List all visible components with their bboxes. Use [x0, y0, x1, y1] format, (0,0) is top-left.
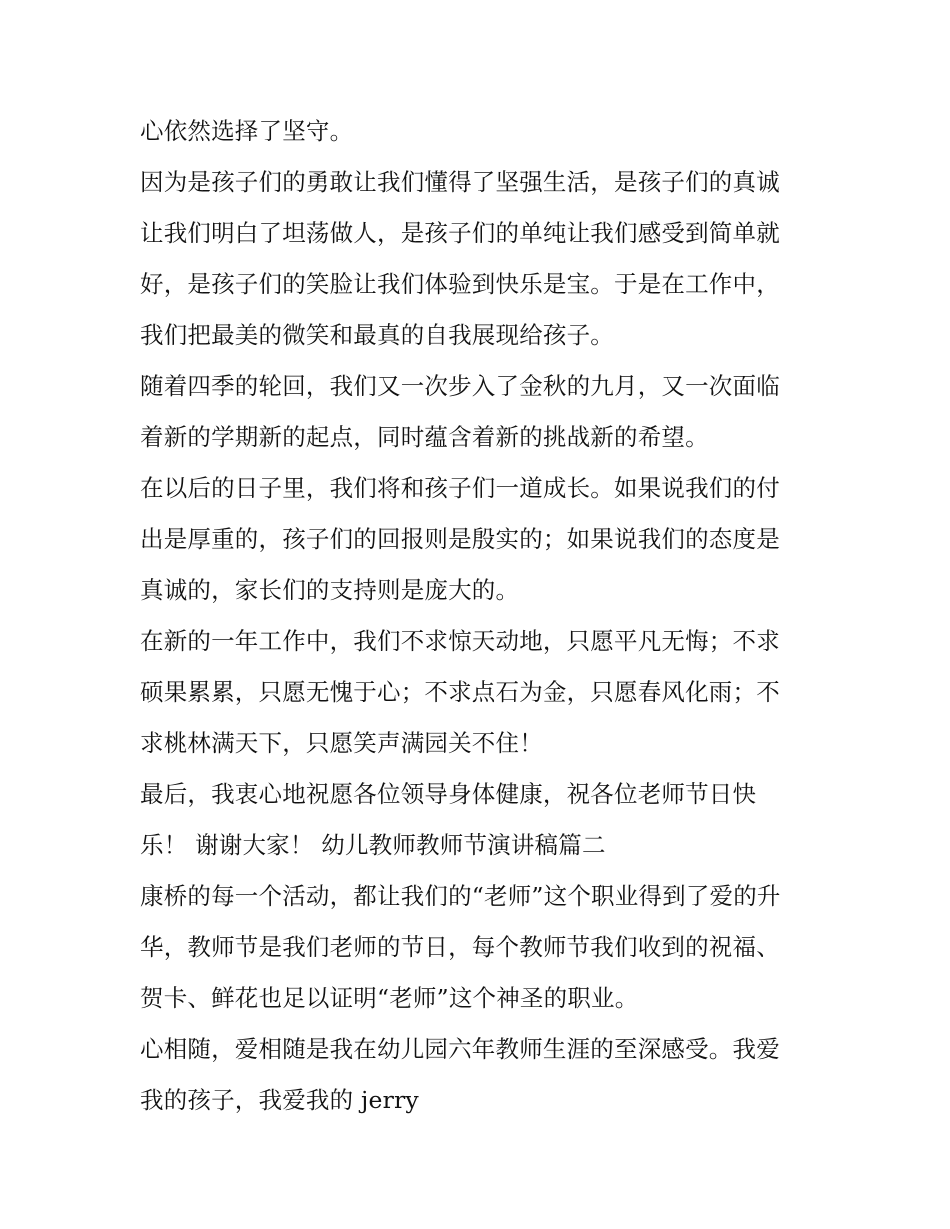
text-line: 康桥的每一个活动，都让我们的“老师”这个职业得到了爱的升: [140, 882, 781, 910]
text-line: 求桃林满天下，只愿笑声满园关不住！: [140, 729, 543, 757]
text-line: 在以后的日子里，我们将和孩子们一道成长。如果说我们的付: [140, 474, 780, 502]
text-line: 好，是孩子们的笑脸让我们体验到快乐是宝。于是在工作中，: [140, 270, 780, 298]
text-line: 心依然选择了坚守。: [140, 117, 354, 145]
text-line: 华，教师节是我们老师的节日，每个教师节我们收到的祝福、: [140, 933, 780, 961]
text-line: 出是厚重的，孩子们的回报则是殷实的；如果说我们的态度是: [140, 525, 780, 553]
text-line: 着新的学期新的起点，同时蕴含着新的挑战新的希望。: [140, 423, 709, 451]
text-line: 在新的一年工作中，我们不求惊天动地，只愿平凡无悔；不求: [140, 627, 780, 655]
text-line: 心相随，爱相随是我在幼儿园六年教师生涯的至深感受。我爱: [140, 1035, 780, 1063]
text-line: 硕果累累，只愿无愧于心；不求点石为金，只愿春风化雨；不: [140, 678, 780, 706]
text-line: 我们把最美的微笑和最真的自我展现给孩子。: [140, 321, 614, 349]
text-line: 让我们明白了坦荡做人，是孩子们的单纯让我们感受到简单就: [140, 219, 780, 247]
text-line: 最后，我衷心地祝愿各位领导身体健康，祝各位老师节日快: [140, 780, 757, 808]
text-line: 贺卡、鲜花也足以证明“老师”这个神圣的职业。: [140, 984, 639, 1012]
text-line: 随着四季的轮回，我们又一次步入了金秋的九月，又一次面临: [140, 372, 780, 400]
text-line: 因为是孩子们的勇敢让我们懂得了坚强生活，是孩子们的真诚: [140, 168, 780, 196]
document-body: [140, 106, 820, 1126]
text-line: 真诚的，家长们的支持则是庞大的。: [140, 576, 520, 604]
text-line: 我的孩子，我爱我的 jerry: [140, 1086, 419, 1114]
text-line: 乐！ 谢谢大家！ 幼儿教师教师节演讲稿篇二: [140, 831, 606, 859]
